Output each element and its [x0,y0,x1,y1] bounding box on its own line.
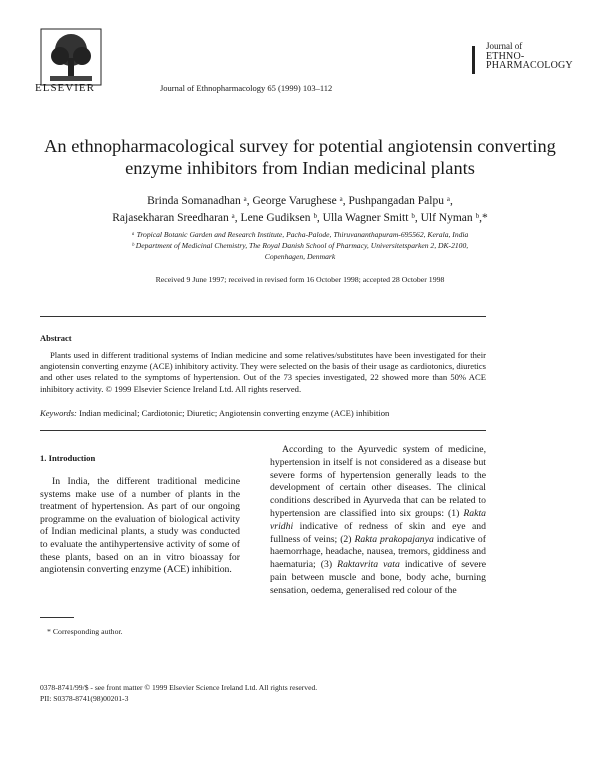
term-rakta-prakopajanya: Rakta prakopajanya [354,533,434,545]
elsevier-tree-logo [40,28,102,86]
keywords [40,408,486,418]
abstract-heading: Abstract [40,333,72,343]
author-list [40,193,560,227]
abstract-body: Plants used in different traditional systems of Indian medicine and some relatives/substitutes have been investigated for their angiotensin converting enzyme (ACE) inhibitory activity. They were selected on the basis of their usage as cardiotonics, diuretics and other uses related to the symptoms of hypertension. Out of the 73 species investigated, 22 showed more than 50% ACE inhibitory activity. © 1999 Elsevier Science Ireland Ltd. All rights reserved. [40,350,486,394]
keywords-list: Indian medicinal; Cardiotonic; Diuretic; Angiotensin converting enzyme (ACE) inhibition [79,408,390,418]
affiliations [40,229,560,262]
authors-line-2: Rajasekharan Sreedharan ᵃ, Lene Gudiksen ᵇ, Ulla Wagner Smitt ᵇ, Ulf Nyman ᵇ,* [112,212,488,224]
journal-citation: Journal of Ethnopharmacology 65 (1999) 103–112 [160,83,333,93]
journal-logo-mark [472,46,485,74]
pii-line: PII: S0378-8741(98)00201-3 [40,694,129,703]
journal-logo [470,41,573,86]
intro-right-column [270,444,486,598]
term-raktavrita-vata: Raktavrita vata [337,559,400,571]
journal-logo-line1: Journal of [486,41,523,51]
intro-right-text-4: indicative of severe pain between muscle and bone, body ache, burning sensation, oedema, generalised red colour of the [270,559,486,596]
corresponding-author-footnote: * Corresponding author. [47,627,123,636]
section-heading-introduction: 1. Introduction [40,453,96,463]
term-rakta-vridhi: Rakta vridhi [270,507,486,532]
footnote-rule [40,617,74,618]
keywords-label: Keywords: [40,408,77,418]
affiliation-a: ᵃ Tropical Botanic Garden and Research Institute, Pacha-Palode, Thiruvananthapuram-695562, Kerala, India [131,230,469,239]
divider-top [40,316,486,317]
affiliation-b-line2: Copenhagen, Denmark [264,252,336,261]
journal-logo-line3: PHARMACOLOGY [486,60,573,71]
front-matter [40,682,317,704]
intro-right-text-1: According to the Ayurvedic system of medicine, hypertension in itself is not considered as a disease but severe forms of hypertension generally leads to the development of certain other diseases. The clinical conditions described in Ayurveda that can be related to hypertension are classified into six groups: (1) [270,444,486,519]
divider-bottom [40,430,486,431]
intro-left-paragraph: In India, the different traditional medicine systems make use of a number of plants in the treatment of hypertension. As part of our ongoing programme on the evaluation of biological activity of Indian medicinal plants, a study was conducted to evaluate the antihypertensive activity of some of these plants, based on an in vitro bioassay for angiotensin converting enzyme (ACE) inhibition. [40,476,240,576]
intro-right-text-2: indicative of redness of skin and eye and fullness of veins; (2) [270,520,486,545]
copyright-line: 0378-8741/99/$ - see front matter © 1999 Elsevier Science Ireland Ltd. All rights reserved. [40,683,318,692]
paper-title: An ethnopharmacological survey for potential angiotensin converting enzyme inhibitors from Indian medicinal plants [44,136,556,178]
publisher-name: ELSEVIER [35,82,95,94]
authors-line-1: Brinda Somanadhan ᵃ, George Varughese ᵃ, Pushpangadan Palpu ᵃ, [147,195,453,207]
journal-logo-line2: ETHNO- [486,50,525,62]
received-dates: Received 9 June 1997; received in revised form 16 October 1998; accepted 28 October 1998 [155,275,445,284]
affiliation-b-line1: ᵇ Department of Medicinal Chemistry, The Royal Danish School of Pharmacy, Universitetsparken 2, DK-2100, [131,241,469,250]
intro-right-text-3: indicative of haemorrhage, headache, nausea, tremors, giddiness and haematuria; (3) [270,533,486,571]
